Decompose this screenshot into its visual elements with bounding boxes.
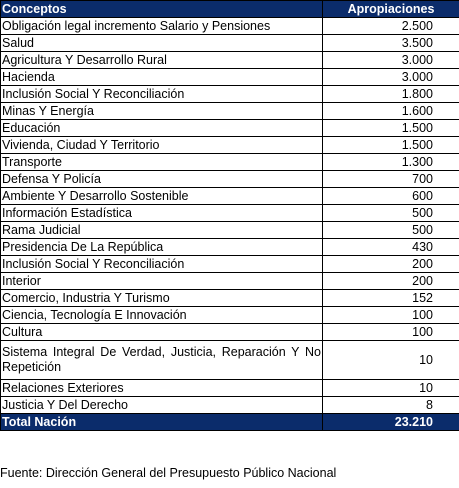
row-label: Información Estadística [1,205,323,222]
row-value: 700 [323,171,459,188]
row-value: 8 [323,397,459,414]
row-value: 1.500 [323,120,459,137]
table-row [1,205,459,222]
table-row [1,154,459,171]
row-label: Minas Y Energía [1,103,323,120]
row-value: 3.000 [323,52,459,69]
table-header-row [1,1,459,18]
row-value: 10 [323,380,459,397]
row-value: 152 [323,290,459,307]
row-label: Rama Judicial [1,222,323,239]
table-row [1,273,459,290]
row-label: Ambiente Y Desarrollo Sostenible [1,188,323,205]
table-row [1,307,459,324]
row-value: 200 [323,256,459,273]
row-label: Educación [1,120,323,137]
table-row [1,52,459,69]
table-row [1,35,459,52]
header-appropriations: Apropiaciones [323,1,459,18]
row-value: 1.300 [323,154,459,171]
table-body [1,18,459,414]
table-row [1,290,459,307]
table-row [1,171,459,188]
row-value: 1.500 [323,137,459,154]
row-value: 100 [323,307,459,324]
row-label: Hacienda [1,69,323,86]
table-row [1,239,459,256]
row-label: Justicia Y Del Derecho [1,397,323,414]
row-value: 3.000 [323,69,459,86]
table-row [1,103,459,120]
total-value: 23.210 [323,414,459,431]
total-row [1,414,459,431]
row-value: 3.500 [323,35,459,52]
row-value: 500 [323,205,459,222]
table-row [1,222,459,239]
row-label: Presidencia De La República [1,239,323,256]
table-row [1,18,459,35]
row-value: 10 [323,341,459,380]
table-row [1,341,459,380]
row-label: Comercio, Industria Y Turismo [1,290,323,307]
row-label: Agricultura Y Desarrollo Rural [1,52,323,69]
row-value: 200 [323,273,459,290]
header-concepts: Conceptos [1,1,323,18]
row-value: 430 [323,239,459,256]
row-value: 600 [323,188,459,205]
row-label: Salud [1,35,323,52]
row-label: Sistema Integral De Verdad, Justicia, Reparación Y No Repetición [1,341,323,380]
total-label: Total Nación [1,414,323,431]
row-label: Inclusión Social Y Reconciliación [1,86,323,103]
row-label: Relaciones Exteriores [1,380,323,397]
row-label: Obligación legal incremento Salario y Pensiones [1,18,323,35]
row-value: 2.500 [323,18,459,35]
row-value: 1.600 [323,103,459,120]
row-label: Transporte [1,154,323,171]
table-row [1,120,459,137]
row-label: Ciencia, Tecnología E Innovación [1,307,323,324]
source-note: Fuente: Dirección General del Presupuesto Público Nacional [0,466,337,480]
row-label: Cultura [1,324,323,341]
row-label: Vivienda, Ciudad Y Territorio [1,137,323,154]
row-value: 1.800 [323,86,459,103]
row-label: Inclusión Social Y Reconciliación [1,256,323,273]
table-row [1,397,459,414]
row-value: 100 [323,324,459,341]
table-row [1,324,459,341]
row-value: 500 [323,222,459,239]
table-row [1,69,459,86]
table-row [1,86,459,103]
row-label: Defensa Y Policía [1,171,323,188]
table-row [1,188,459,205]
row-label: Interior [1,273,323,290]
table-row [1,256,459,273]
table-row [1,380,459,397]
table-row [1,137,459,154]
